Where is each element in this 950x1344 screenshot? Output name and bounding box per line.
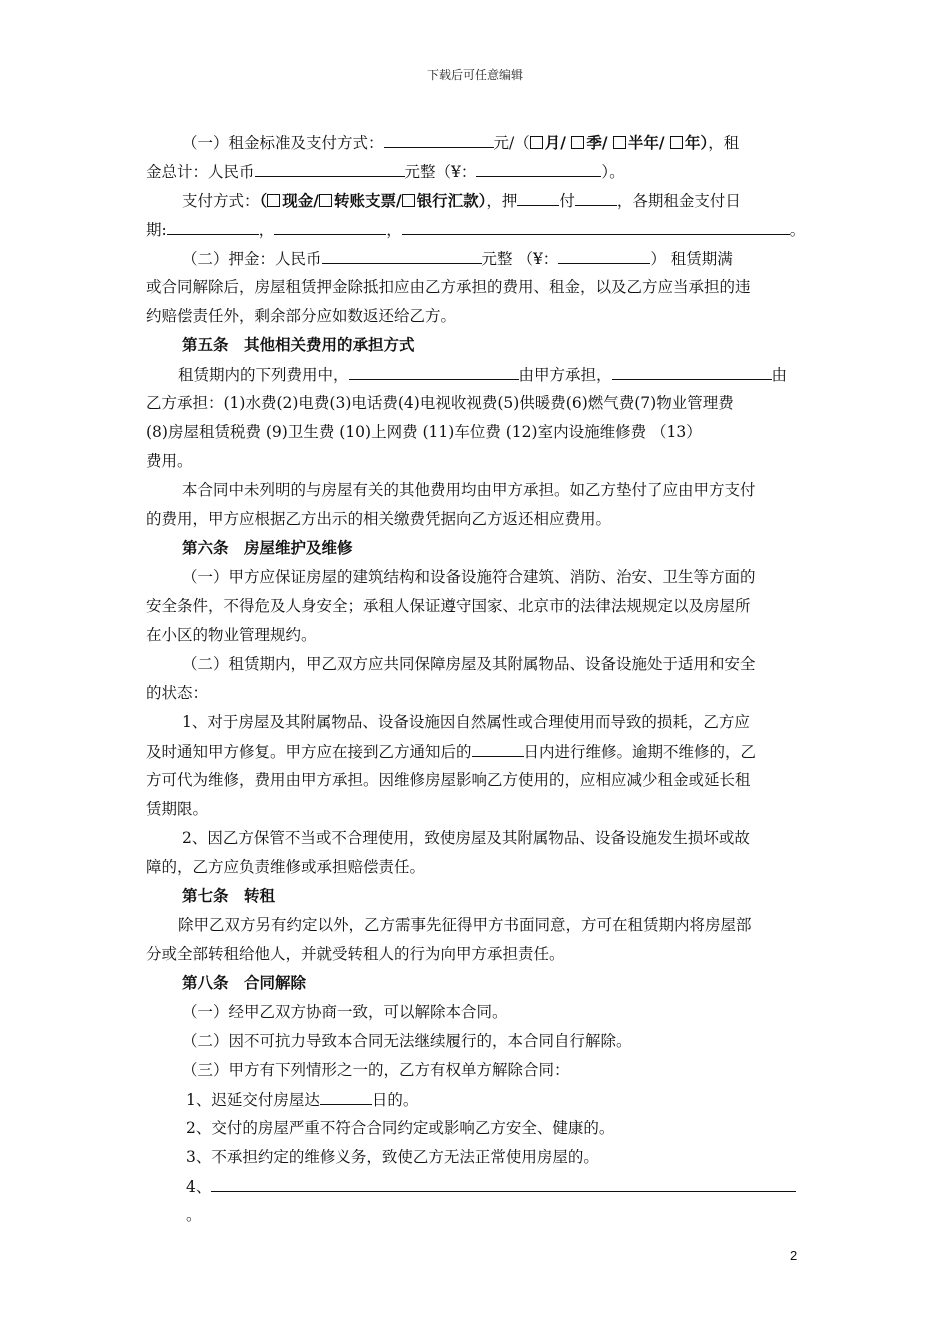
art8-sub-1: 1、迟延交付房屋达 日的。 (186, 1091, 419, 1109)
art6-p4-line-2: 障的，乙方应负责维修或承担赔偿责任。 (146, 858, 426, 876)
checkbox-half-year[interactable] (613, 136, 626, 149)
art5-line-2: 乙方承担：(1)水费(2)电费(3)电话费(4)电视收视费(5)供暖费(6)燃气费(7)物业管理费 (146, 394, 734, 412)
deposit-months-blank[interactable] (517, 190, 559, 206)
deposit-line-1: （二）押金：人民币 元整 （¥： ） 租赁期满 (182, 250, 733, 268)
payment-date-blank-2[interactable] (274, 219, 386, 235)
art8-item-3: （三）甲方有下列情形之一的，乙方有权单方解除合同： (182, 1061, 570, 1079)
art8-sub-4-end: 。 (186, 1206, 202, 1224)
page-header: 下载后可任意编辑 (426, 68, 523, 82)
delay-days-blank[interactable] (320, 1089, 372, 1105)
art8-sub-2: 2、交付的房屋严重不符合合同约定或影响乙方安全、健康的。 (186, 1119, 615, 1137)
art8-sub-4: 4、 (186, 1176, 796, 1197)
landlord-fees-blank[interactable] (349, 364, 519, 380)
art6-p1-line-3: 在小区的物业管理规约。 (146, 626, 317, 644)
repair-days-blank[interactable] (472, 741, 524, 757)
deposit-number-blank[interactable] (558, 248, 650, 264)
checkbox-quarter[interactable] (571, 136, 584, 149)
art6-p4-line-1: 2、因乙方保管不当或不合理使用，致使房屋及其附属物品、设备设施发生损坏或故 (182, 829, 750, 847)
other-conditions-blank[interactable] (211, 1176, 796, 1192)
art7-line-1: 除甲乙双方另有约定以外，乙方需事先征得甲方书面同意，方可在租赁期内将房屋部 (178, 916, 752, 934)
art5-para2-line-1: 本合同中未列明的与房屋有关的其他费用均由甲方承担。如乙方垫付了应由甲方支付 (182, 481, 756, 499)
deposit-line-3: 约赔偿责任外，剩余部分应如数返还给乙方。 (146, 307, 457, 325)
rent-total-number-blank[interactable] (476, 161, 601, 177)
art5-line-1: 租赁期内的下列费用中， 由甲方承担， 由 (178, 366, 788, 384)
art8-item-2: （二）因不可抗力导致本合同无法继续履行的，本合同自行解除。 (182, 1032, 632, 1050)
rent-amount-blank[interactable] (384, 132, 494, 148)
rent-line-1: （一）租金标准及支付方式： 元/（ 月/ 季/ 半年/ 年），租 (182, 133, 740, 152)
payment-method-line: 支付方式：（ 现金/ 转账支票/ 银行汇款），押 付 ，各期租金支付日 (182, 191, 741, 210)
checkbox-cash[interactable] (267, 194, 280, 207)
page-number: 2 (790, 1248, 798, 1263)
art8-item-1: （一）经甲乙双方协商一致，可以解除本合同。 (182, 1003, 508, 1021)
art6-p2-line-2: 的状态： (146, 684, 209, 702)
deposit-amount-blank[interactable] (322, 248, 482, 264)
tenant-fees-blank[interactable] (612, 364, 772, 380)
art6-p3-line-4: 赁期限。 (146, 800, 209, 818)
payment-date-blank-3[interactable] (402, 219, 790, 235)
checkbox-check[interactable] (319, 194, 332, 207)
deposit-line-2: 或合同解除后，房屋租赁押金除抵扣应由乙方承担的费用、租金，以及乙方应当承担的违 (146, 278, 751, 296)
art6-p3-line-1: 1、对于房屋及其附属物品、设备设施因自然属性或合理使用而导致的损耗，乙方应 (182, 713, 750, 731)
art5-line-4: 费用。 (146, 452, 193, 470)
art8-sub-3: 3、不承担约定的维修义务，致使乙方无法正常使用房屋的。 (186, 1148, 599, 1166)
art7-line-2: 分或全部转租给他人，并就受转租人的行为向甲方承担责任。 (146, 945, 565, 963)
pay-months-blank[interactable] (575, 190, 617, 206)
payment-dates-line: 期: ， ， 。 (146, 221, 806, 239)
art6-p3-line-3: 方可代为维修，费用由甲方承担。因维修房屋影响乙方使用的，应相应减少租金或延长租 (146, 771, 751, 789)
checkbox-bank[interactable] (402, 194, 415, 207)
article-6-title: 第六条 房屋维护及维修 (182, 538, 353, 557)
art6-p1-line-1: （一）甲方应保证房屋的建筑结构和设备设施符合建筑、消防、治安、卫生等方面的 (182, 568, 756, 586)
art5-line-3: (8)房屋租赁税费 (9)卫生费 (10)上网费 (11)车位费 (12)室内设施维修费 （13） (146, 423, 702, 441)
article-8-title: 第八条 合同解除 (182, 973, 307, 992)
article-5-title: 第五条 其他相关费用的承担方式 (182, 335, 415, 354)
article-7-title: 第七条 转租 (182, 886, 276, 905)
art6-p2-line-1: （二）租赁期内，甲乙双方应共同保障房屋及其附属物品、设备设施处于适用和安全 (182, 655, 756, 673)
art5-para2-line-2: 的费用，甲方应根据乙方出示的相关缴费凭据向乙方返还相应费用。 (146, 510, 612, 528)
rent-total-blank[interactable] (255, 161, 405, 177)
rent-line-2: 金总计：人民币 元整（¥： ）。 (146, 163, 625, 181)
art6-p1-line-2: 安全条件，不得危及人身安全；承租人保证遵守国家、北京市的法律法规规定以及房屋所 (146, 597, 751, 615)
checkbox-year[interactable] (670, 136, 683, 149)
art6-p3-line-2: 及时通知甲方修复。甲方应在接到乙方通知后的 日内进行维修。逾期不维修的，乙 (146, 743, 757, 761)
checkbox-month[interactable] (530, 136, 543, 149)
payment-date-blank-1[interactable] (167, 219, 259, 235)
